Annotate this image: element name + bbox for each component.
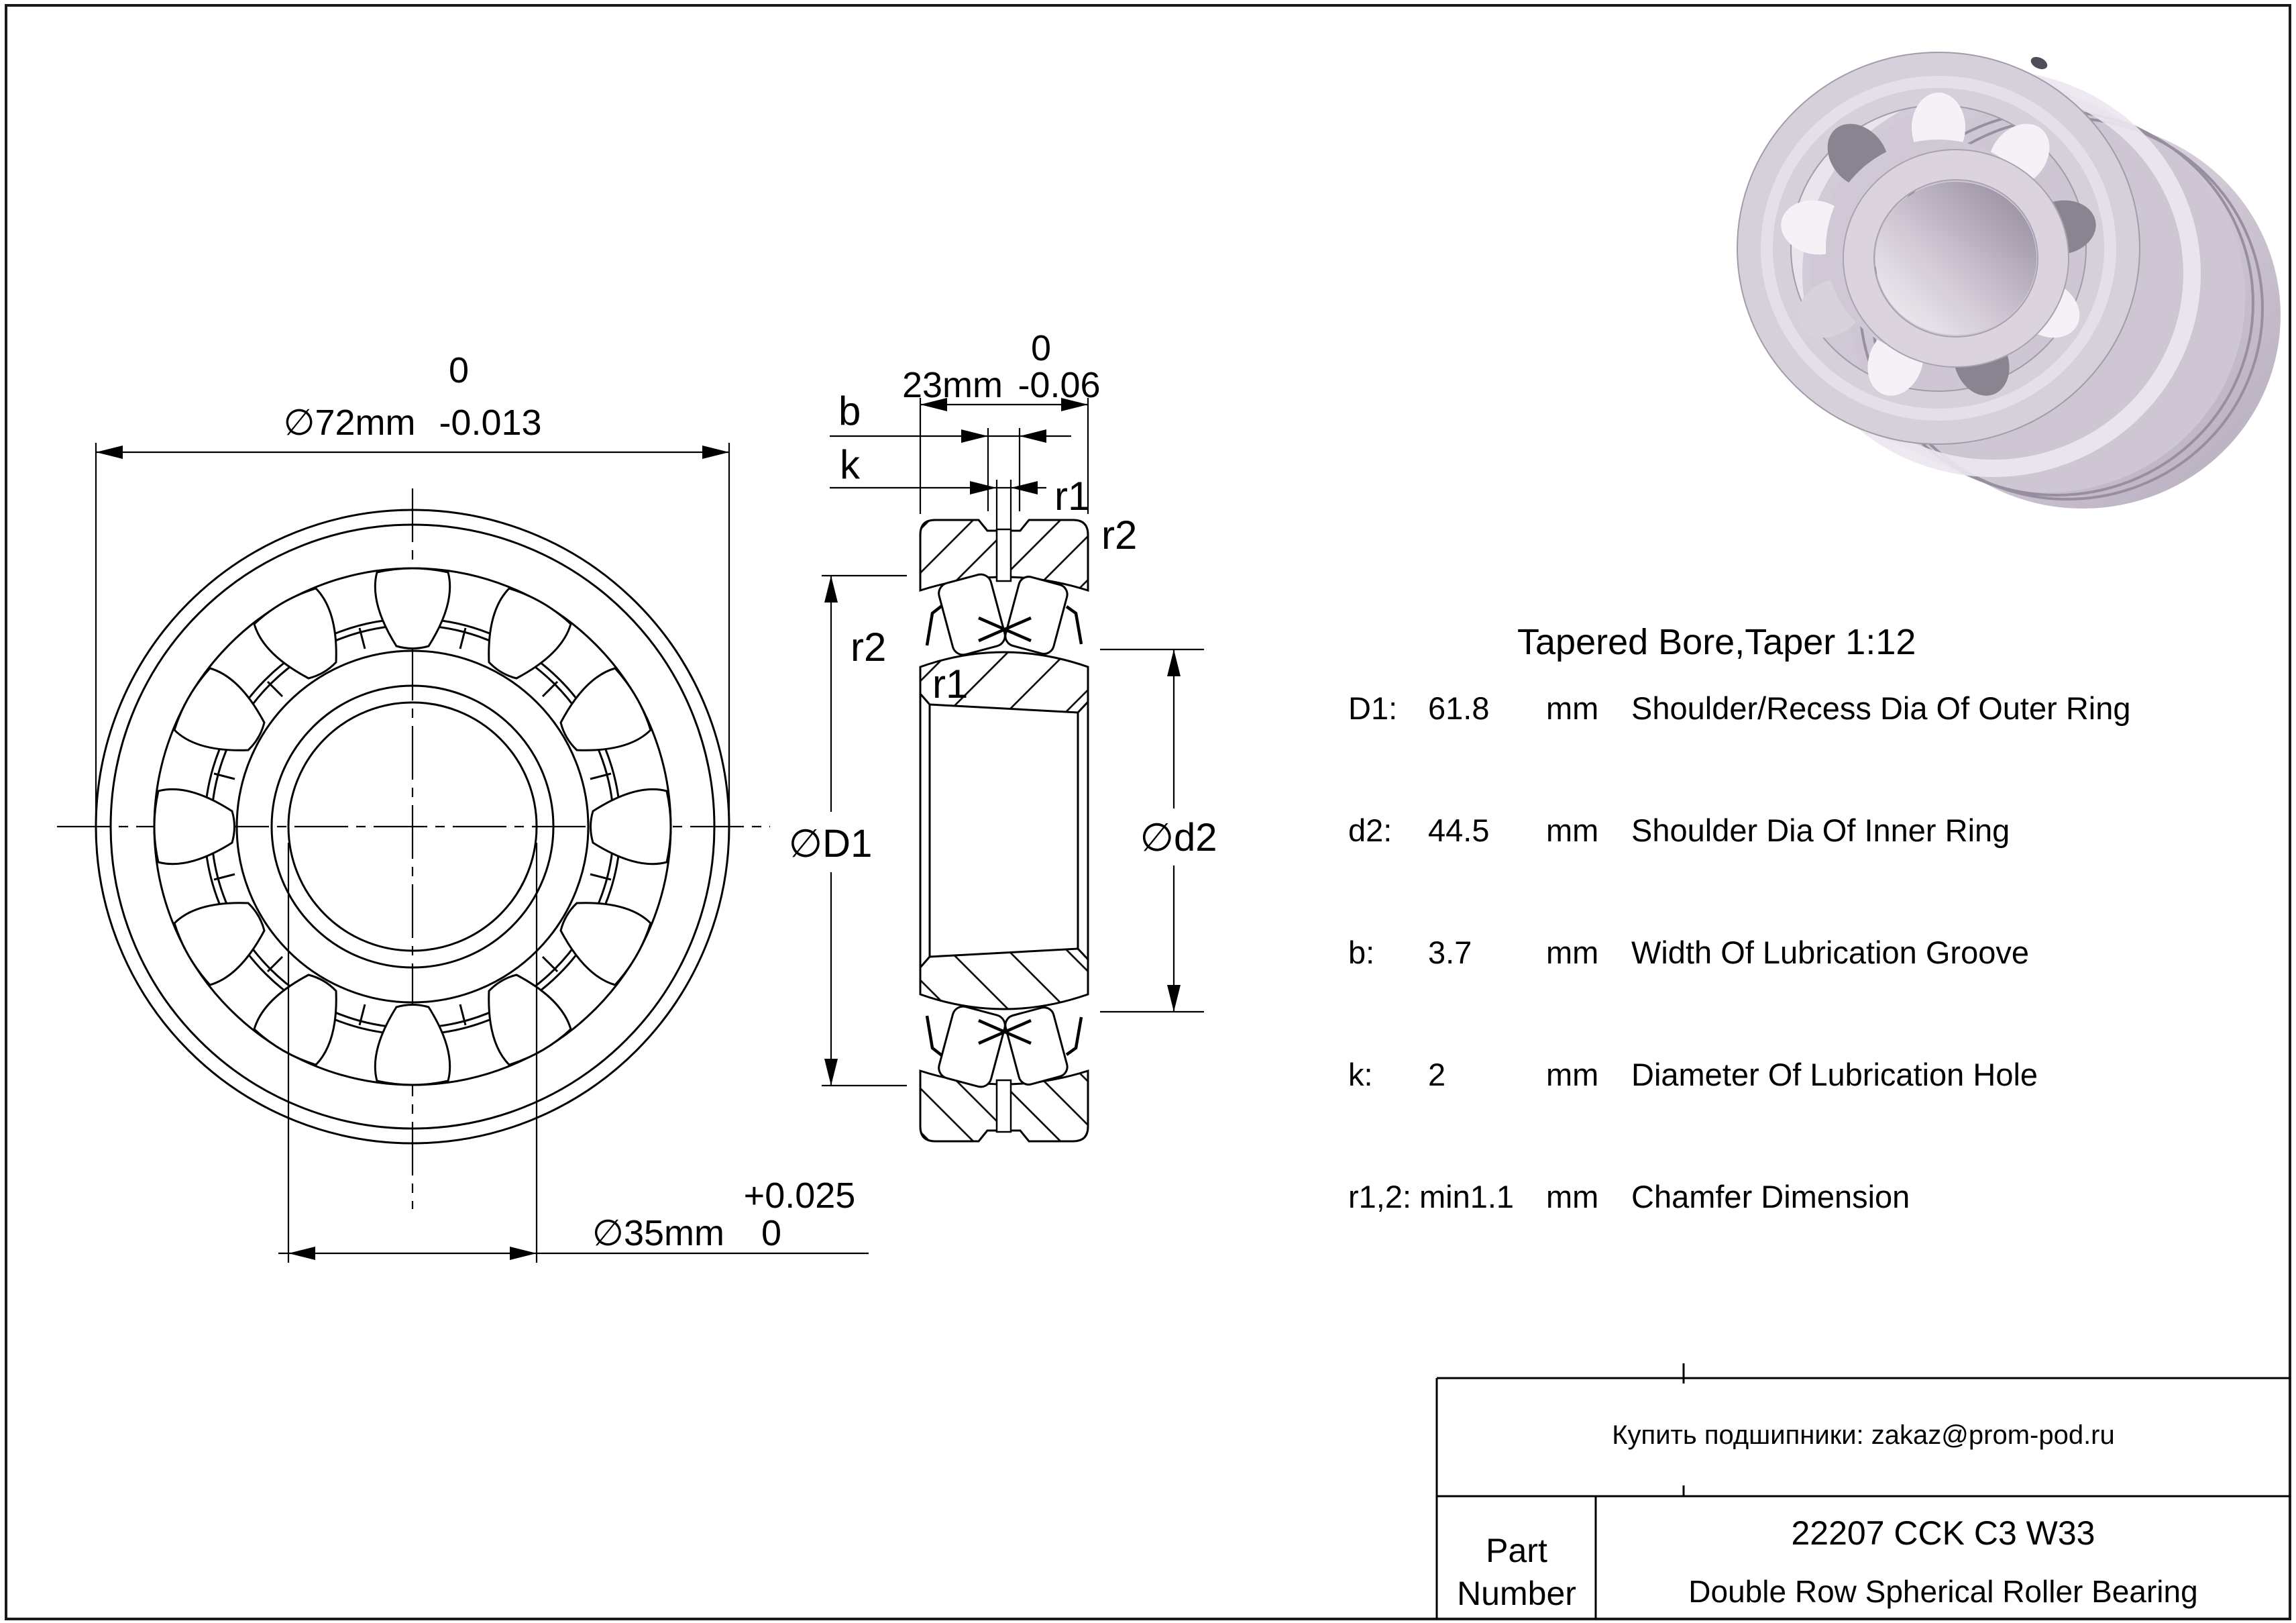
label-b: b bbox=[838, 388, 861, 433]
label-r2-topright: r2 bbox=[1101, 513, 1138, 558]
part-number: 22207 CCK C3 W33 bbox=[1791, 1514, 2095, 1552]
label-d2: ∅d2 bbox=[1140, 816, 1217, 859]
spec-desc: Shoulder/Recess Dia Of Outer Ring bbox=[1631, 690, 2131, 726]
spec-unit: mm bbox=[1546, 1179, 1599, 1214]
spec-value: 2 bbox=[1428, 1057, 1446, 1092]
od-tol-up: 0 bbox=[448, 350, 470, 390]
spec-row-b bbox=[1348, 935, 2029, 970]
spec-label: D1: bbox=[1348, 690, 1398, 726]
spec-desc: Shoulder Dia Of Inner Ring bbox=[1631, 813, 2010, 848]
contact-text: Купить подшипники: zakaz@prom-pod.ru bbox=[1612, 1420, 2115, 1450]
od-tol-low: -0.013 bbox=[439, 403, 542, 443]
label-k: k bbox=[840, 442, 860, 487]
label-D1: ∅D1 bbox=[788, 822, 873, 866]
spec-unit: mm bbox=[1546, 935, 1599, 970]
spec-value: 44.5 bbox=[1428, 813, 1490, 848]
spec-desc: Diameter Of Lubrication Hole bbox=[1631, 1057, 2038, 1092]
spec-title: Tapered Bore,Taper 1:12 bbox=[1517, 622, 1916, 662]
spec-desc: Chamfer Dimension bbox=[1631, 1179, 1910, 1214]
spec-desc: Width Of Lubrication Groove bbox=[1631, 935, 2029, 970]
spec-label: r1,2: bbox=[1348, 1179, 1412, 1214]
spec-row-D1 bbox=[1348, 690, 2131, 726]
spec-label: k: bbox=[1348, 1057, 1373, 1092]
od-value: ∅72mm bbox=[283, 403, 416, 443]
spec-row-d2 bbox=[1348, 813, 2010, 848]
part-label-line1: Part bbox=[1486, 1532, 1547, 1569]
part-label-line2: Number bbox=[1457, 1575, 1576, 1612]
spec-unit: mm bbox=[1546, 690, 1599, 726]
bore-value: ∅35mm bbox=[592, 1213, 724, 1253]
bore-tol-low: 0 bbox=[761, 1213, 782, 1253]
label-r1-top: r1 bbox=[1054, 474, 1091, 519]
bore-hole bbox=[1875, 182, 2036, 335]
spec-value: min1.1 bbox=[1419, 1179, 1515, 1214]
spec-value: 61.8 bbox=[1428, 690, 1490, 726]
width-tol-low: -0.06 bbox=[1018, 365, 1101, 405]
spec-unit: mm bbox=[1546, 1057, 1599, 1092]
lubrication-hole bbox=[997, 529, 1011, 581]
width-value: 23mm bbox=[901, 365, 1003, 405]
label-r1-left: r1 bbox=[932, 662, 969, 706]
width-tol-up: 0 bbox=[1030, 328, 1052, 368]
spec-label: d2: bbox=[1348, 813, 1392, 848]
spec-unit: mm bbox=[1546, 813, 1599, 848]
label-r2-left: r2 bbox=[851, 625, 887, 670]
bore-tol-up: +0.025 bbox=[743, 1175, 856, 1216]
spec-value: 3.7 bbox=[1428, 935, 1472, 970]
spec-label: b: bbox=[1348, 935, 1375, 970]
part-description: Double Row Spherical Roller Bearing bbox=[1688, 1574, 2198, 1609]
